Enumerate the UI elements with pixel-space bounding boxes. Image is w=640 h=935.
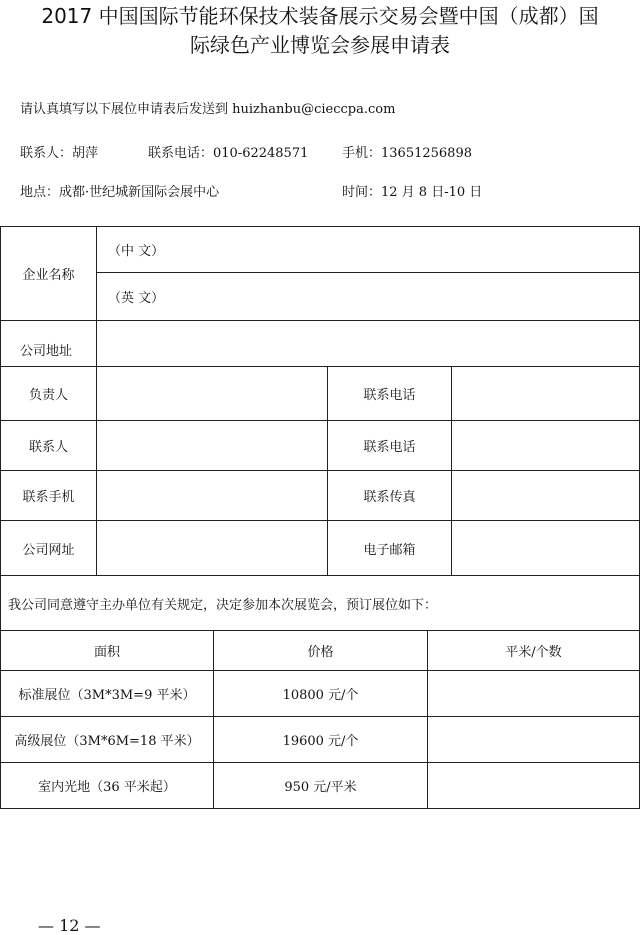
label-column-divider [96,226,97,575]
submission-instruction: 请认真填写以下展位申请表后发送到 huizhanbu@cieccpa.com [20,102,396,117]
title-line-1: 2017 中国国际节能环保技术装备展示交易会暨中国（成都）国 [41,4,599,28]
company-website-label: 公司网址 [22,542,75,558]
company-address-label: 公司地址 [20,343,73,359]
fax-label: 联系传真 [363,490,416,505]
company-name-divider [96,272,640,273]
email-label: 电子邮箱 [363,542,416,558]
title-line-2: 际绿色产业博览会参展申请表 [190,33,450,57]
person-in-charge-label: 负责人 [28,388,68,403]
booth-row-price: 950 元/平米 [284,780,357,795]
table-border-bottom [0,808,640,809]
booth-row-count-field[interactable] [428,717,639,762]
booth-row-price: 19600 元/个 [282,734,359,749]
company-name-english-label: （英 文） [108,291,165,306]
booth-row-price: 10800 元/个 [282,688,359,703]
right-column-divider [451,366,452,575]
booth-row-area: 标准展位（3M*3M=9 平米） [18,688,196,703]
contact-person: 联系人：胡萍 [20,146,99,161]
contact-person-label: 联系人 [28,440,68,455]
contact-mobile-label: 联系手机 [22,490,75,505]
phone-label-1: 联系电话 [363,388,416,403]
booth-header-count: 平米/个数 [505,645,562,660]
page-number: — 12 — [38,916,101,935]
event-time: 时间：12 月 8 日-10 日 [342,185,483,200]
company-name-chinese-label: （中 文） [108,244,165,259]
phone-label-2: 联系电话 [363,440,416,455]
booth-row-count-field[interactable] [428,671,639,716]
event-location: 地点：成都·世纪城新国际会展中心 [20,185,220,200]
booth-header-price: 价格 [307,645,334,660]
booth-row-area: 室内光地（36 平米起） [38,780,176,795]
booth-row-count-field[interactable] [428,763,639,808]
company-name-label: 企业名称 [22,268,75,283]
booth-row-area: 高级展位（3M*6M=18 平米） [14,734,200,749]
booth-header-area: 面积 [93,645,120,660]
contact-phone: 联系电话：010-62248571 [148,146,309,161]
agreement-statement: 我公司同意遵守主办单位有关规定，决定参加本次展览会，预订展位如下： [8,597,438,613]
contact-mobile: 手机：13651256898 [342,146,472,161]
